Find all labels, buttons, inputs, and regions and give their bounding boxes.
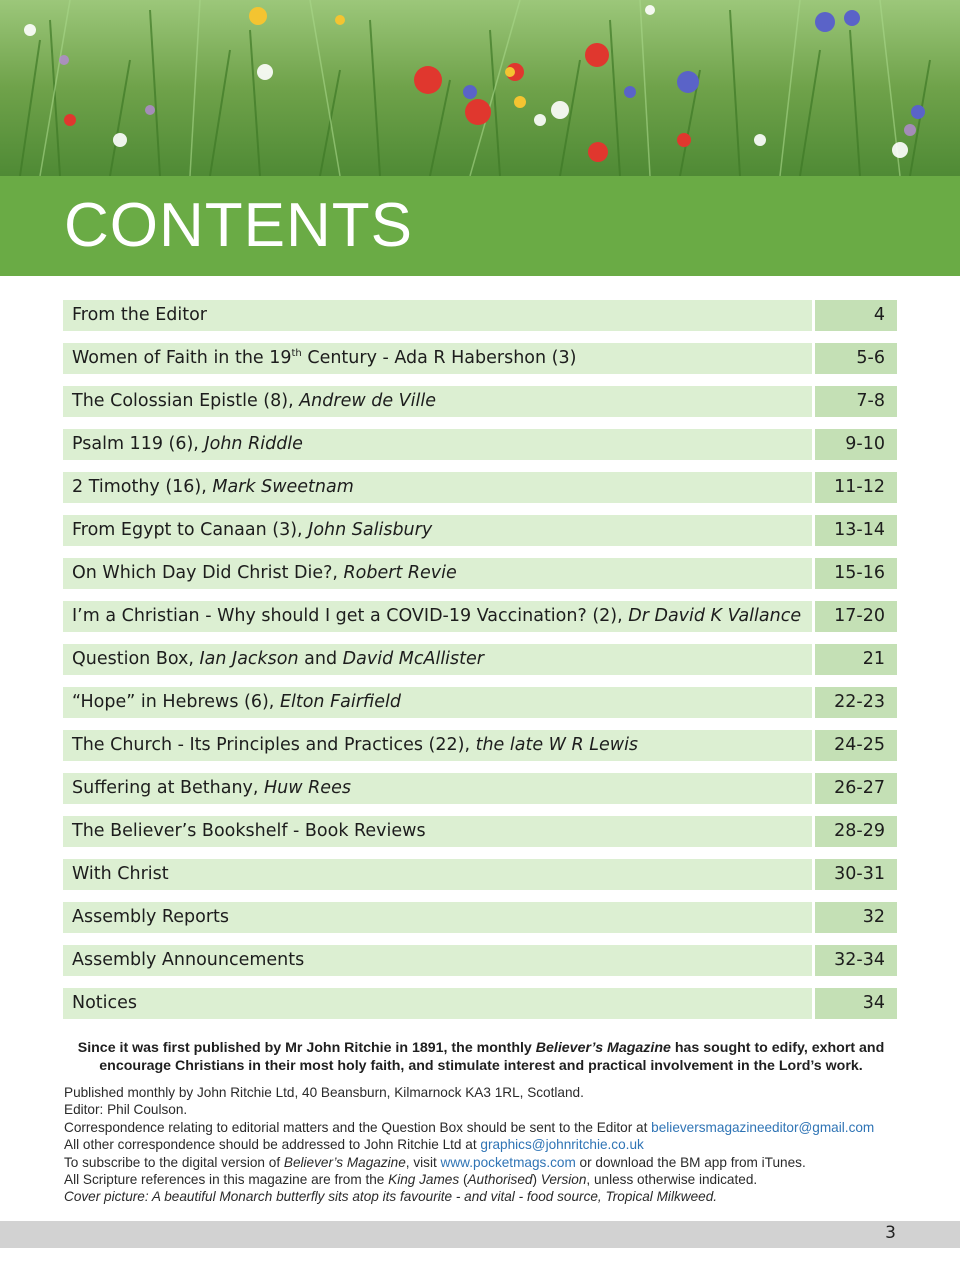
toc-entry-author: Dr David K Vallance — [628, 606, 802, 626]
toc-entry-title: “Hope” in Hebrews (6), Elton Fairfield — [63, 687, 812, 718]
scripture-line: All Scripture references in this magazine are from the King James (Authorised) Version, unless otherwise indicated. — [64, 1172, 758, 1188]
toc-entry-title: Assembly Reports — [63, 902, 812, 933]
toc-row[interactable] — [63, 558, 897, 589]
toc-row[interactable] — [63, 472, 897, 503]
toc-row[interactable] — [63, 601, 897, 632]
published-line: Published monthly by John Ritchie Ltd, 40 Beansburn, Kilmarnock KA3 1RL, Scotland. — [64, 1085, 584, 1100]
subscribe-line: To subscribe to the digital version of Believer’s Magazine, visit www.pocketmags.com or download the BM app from iTunes. — [64, 1154, 806, 1170]
toc-entry-title: The Church - Its Principles and Practices (22), the late W R Lewis — [63, 730, 812, 761]
toc-entry-author: David McAllister — [342, 649, 484, 669]
toc-entry-author: John Salisbury — [308, 520, 433, 540]
toc-entry-title: 2 Timothy (16), Mark Sweetnam — [63, 472, 812, 503]
toc-entry-page: 4 — [815, 300, 897, 331]
toc-entry-page: 17-20 — [815, 601, 897, 632]
toc-row[interactable] — [63, 945, 897, 976]
toc-entry-author: Elton Fairfield — [279, 692, 401, 712]
toc-entry-title: From Egypt to Canaan (3), John Salisbury — [63, 515, 812, 546]
toc-entry-title: Question Box, Ian Jackson and David McAllister — [63, 644, 812, 675]
pocketmags-link[interactable]: www.pocketmags.com — [440, 1154, 576, 1170]
toc-entry-page: 28-29 — [815, 816, 897, 847]
toc-row[interactable] — [63, 730, 897, 761]
contents-title-band — [0, 176, 960, 276]
toc-row[interactable] — [63, 816, 897, 847]
page-number: 3 — [885, 1223, 896, 1243]
editor-line: Editor: Phil Coulson. — [64, 1102, 188, 1118]
toc-entry-page: 13-14 — [815, 515, 897, 546]
cover-caption: Cover picture: A beautiful Monarch butterfly sits atop its favourite - and vital - food source, Tropical Milkweed. — [64, 1189, 718, 1205]
toc-entry-page: 21 — [815, 644, 897, 675]
magazine-intro: Since it was first published by Mr John Ritchie in 1891, the monthly Believer’s Magazine has sought to edify, exhort and encourage Christians in their most holy faith, and stimulate interest and practical involvement in the Lord’s work. — [77, 1040, 885, 1074]
toc-entry-author: Andrew de Ville — [299, 391, 436, 411]
toc-entry-title: I’m a Christian - Why should I get a COVID-19 Vaccination? (2), Dr David K Vallance — [63, 601, 812, 632]
toc-entry-title: Psalm 119 (6), John Riddle — [63, 429, 812, 460]
graphics-email-link[interactable]: graphics@johnritchie.co.uk — [480, 1137, 644, 1153]
page-title: CONTENTS — [64, 191, 413, 260]
toc-entry-author: Robert Revie — [343, 563, 457, 583]
toc-entry-page: 30-31 — [815, 859, 897, 890]
publication-info — [64, 1084, 934, 1206]
toc-entry-title: Suffering at Bethany, Huw Rees — [63, 773, 812, 804]
toc-entry-page: 22-23 — [815, 687, 897, 718]
toc-row[interactable] — [63, 773, 897, 804]
toc-entry-page: 5-6 — [815, 343, 897, 374]
toc-entry-title: The Colossian Epistle (8), Andrew de Ville — [63, 386, 812, 417]
toc-row[interactable] — [63, 343, 897, 374]
toc-row[interactable] — [63, 988, 897, 1019]
toc-entry-title: With Christ — [63, 859, 812, 890]
toc-entry-page: 24-25 — [815, 730, 897, 761]
toc-entry-author: Mark Sweetnam — [212, 477, 354, 497]
table-of-contents — [63, 300, 897, 1031]
toc-row[interactable] — [63, 386, 897, 417]
toc-entry-author: the late W R Lewis — [475, 735, 639, 755]
toc-entry-author: John Riddle — [204, 434, 303, 454]
toc-entry-title: The Believer’s Bookshelf - Book Reviews — [63, 816, 812, 847]
toc-row[interactable] — [63, 515, 897, 546]
toc-row[interactable] — [63, 300, 897, 331]
editor-email-link[interactable]: believersmagazineeditor@gmail.com — [651, 1119, 875, 1135]
toc-entry-title: Women of Faith in the 19th Century - Ada R Habershon (3) — [63, 343, 812, 374]
page-footer — [0, 1221, 960, 1248]
other-correspondence-line: All other correspondence should be addressed to John Ritchie Ltd at graphics@johnritchie.co.uk — [64, 1137, 644, 1153]
toc-row[interactable] — [63, 687, 897, 718]
toc-entry-title: Assembly Announcements — [63, 945, 812, 976]
toc-entry-page: 7-8 — [815, 386, 897, 417]
toc-entry-page: 15-16 — [815, 558, 897, 589]
toc-row[interactable] — [63, 644, 897, 675]
meadow-header-image — [0, 0, 960, 176]
toc-entry-page: 26-27 — [815, 773, 897, 804]
toc-entry-title: On Which Day Did Christ Die?, Robert Revie — [63, 558, 812, 589]
toc-row[interactable] — [63, 859, 897, 890]
toc-entry-title: From the Editor — [63, 300, 812, 331]
toc-entry-page: 34 — [815, 988, 897, 1019]
toc-row[interactable] — [63, 429, 897, 460]
toc-entry-author: Ian Jackson — [199, 649, 299, 669]
toc-entry-page: 32-34 — [815, 945, 897, 976]
toc-row[interactable] — [63, 902, 897, 933]
toc-entry-title: Notices — [63, 988, 812, 1019]
toc-entry-author: Huw Rees — [264, 778, 351, 798]
toc-entry-page: 11-12 — [815, 472, 897, 503]
toc-entry-page: 32 — [815, 902, 897, 933]
toc-entry-page: 9-10 — [815, 429, 897, 460]
correspondence-line: Correspondence relating to editorial matters and the Question Box should be sent to the Editor at believersmagazineeditor@gmail.com — [64, 1119, 875, 1135]
